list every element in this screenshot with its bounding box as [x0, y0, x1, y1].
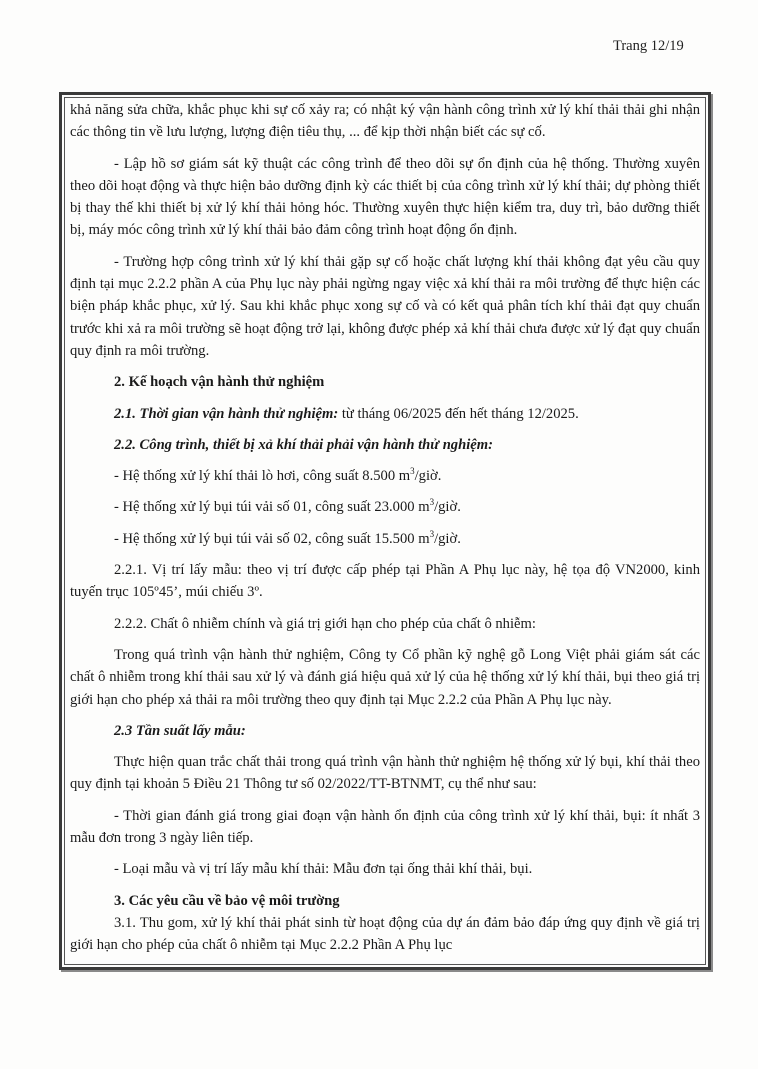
heading-section-3: 3. Các yêu cầu về bảo vệ môi trường — [114, 892, 340, 909]
paragraph-3-1: 3.1. Thu gom, xử lý khí thải phát sinh từ hoạt động của dự án đảm bảo đáp ứng quy định về giá trị giới hạn cho phép của chất ô nhiễm tại Mục 2.2.2 Phần A Phụ lục — [70, 914, 700, 954]
paragraph-incident-handling: - Trường hợp công trình xử lý khí thải gặp sự cố hoặc chất lượng khí thải không đạt yêu cầu quy định tại mục 2.2.2 phần A của Phụ lục này phải ngừng ngay việc xả khí thải ra môi trường để thực hiện các biện pháp khắc phục, xử lý. Sau khi khắc phục xong sự cố và có kết quả phân tích khí thải đạt quy chuẩn trước khi xả ra môi trường sẽ hoạt động trở lại, không được phép xả khí thải chưa được xử lý đạt quy chuẩn quy định ra môi trường. — [70, 253, 700, 359]
document-body — [64, 97, 706, 965]
paragraph-2-2-1: 2.2.1. Vị trí lấy mẫu: theo vị trí được cấp phép tại Phần A Phụ lục này, hệ tọa độ VN2000, kinh tuyến trục 105º45’, múi chiếu 3º. — [70, 562, 700, 601]
paragraph-2-2-2: 2.2.2. Chất ô nhiễm chính và giá trị giới hạn cho phép của chất ô nhiễm: — [114, 615, 536, 632]
page-number: Trang 12/19 — [613, 38, 684, 54]
paragraph-sample-type: - Loại mẫu và vị trí lấy mẫu khí thải: Mẫu đơn tại ống thải khí thải, bụi. — [114, 861, 533, 878]
subsection-2-1-label: 2.1. Thời gian vận hành thử nghiệm: — [114, 405, 339, 422]
list-item: - Hệ thống xử lý khí thải lò hơi, công suất 8.500 $m^3$/giờ. — [114, 466, 442, 485]
list-item: - Hệ thống xử lý bụi túi vải số 01, công suất 23.000 $m^3$/giờ. — [114, 497, 461, 516]
heading-section-2: 2. Kế hoạch vận hành thử nghiệm — [114, 374, 325, 391]
subsection-2-3-label: 2.3 Tần suất lấy mẫu: — [114, 722, 246, 739]
subsection-2-1-text: từ tháng 06/2025 đến hết tháng 12/2025. — [338, 405, 579, 422]
paragraph-evaluation-time: - Thời gian đánh giá trong giai đoạn vận hành ổn định của công trình xử lý khí thải, bụi: ít nhất 3 mẫu đơn trong 3 ngày liên tiếp. — [70, 807, 700, 847]
paragraph-technical-records: - Lập hồ sơ giám sát kỹ thuật các công trình để theo dõi sự ổn định của hệ thống. Thường xuyên theo dõi hoạt động và thực hiện bảo dưỡng định kỳ các thiết bị của công trình xử lý khí thải; dự phòng thiết bị thay thế khi thiết bị xử lý khí thải hỏng hóc. Thường xuyên thực hiện kiểm tra, duy trì, bảo dưỡng thiết bị, máy móc công trình xử lý khí thải bảo đảm công trình hoạt động ổn định. — [70, 155, 700, 239]
subsection-2-1 — [70, 403, 700, 425]
list-item: - Hệ thống xử lý bụi túi vải số 02, công suất 15.500 $m^3$/giờ. — [114, 528, 461, 547]
paragraph-observation: Thực hiện quan trắc chất thải trong quá trình vận hành thử nghiệm hệ thống xử lý bụi, khí thải theo quy định tại khoản 5 Điều 21 Thông tư số 02/2022/TT-BTNMT, cụ thể như sau: — [70, 754, 700, 793]
document-frame — [59, 92, 711, 970]
paragraph-continuation: khả năng sửa chữa, khắc phục khi sự cố xảy ra; có nhật ký vận hành công trình xử lý khí thải thải ghi nhận các thông tin về lưu lượng, lượng điện tiêu thụ, ... để kịp thời nhận biết các sự cố. — [70, 102, 700, 141]
subsection-2-2-label: 2.2. Công trình, thiết bị xả khí thải phải vận hành thử nghiệm: — [114, 436, 493, 453]
paragraph-monitoring: Trong quá trình vận hành thử nghiệm, Công ty Cổ phần kỹ nghệ gỗ Long Việt phải giám sát các chất ô nhiễm trong khí thải sau xử lý và đánh giá hiệu quả xử lý của hệ thống xử lý khí thải, bụi theo giá trị giới hạn cho phép xả thải ra môi trường theo quy định tại Mục 2.2.2 của Phần A Phụ lục này. — [70, 646, 700, 708]
